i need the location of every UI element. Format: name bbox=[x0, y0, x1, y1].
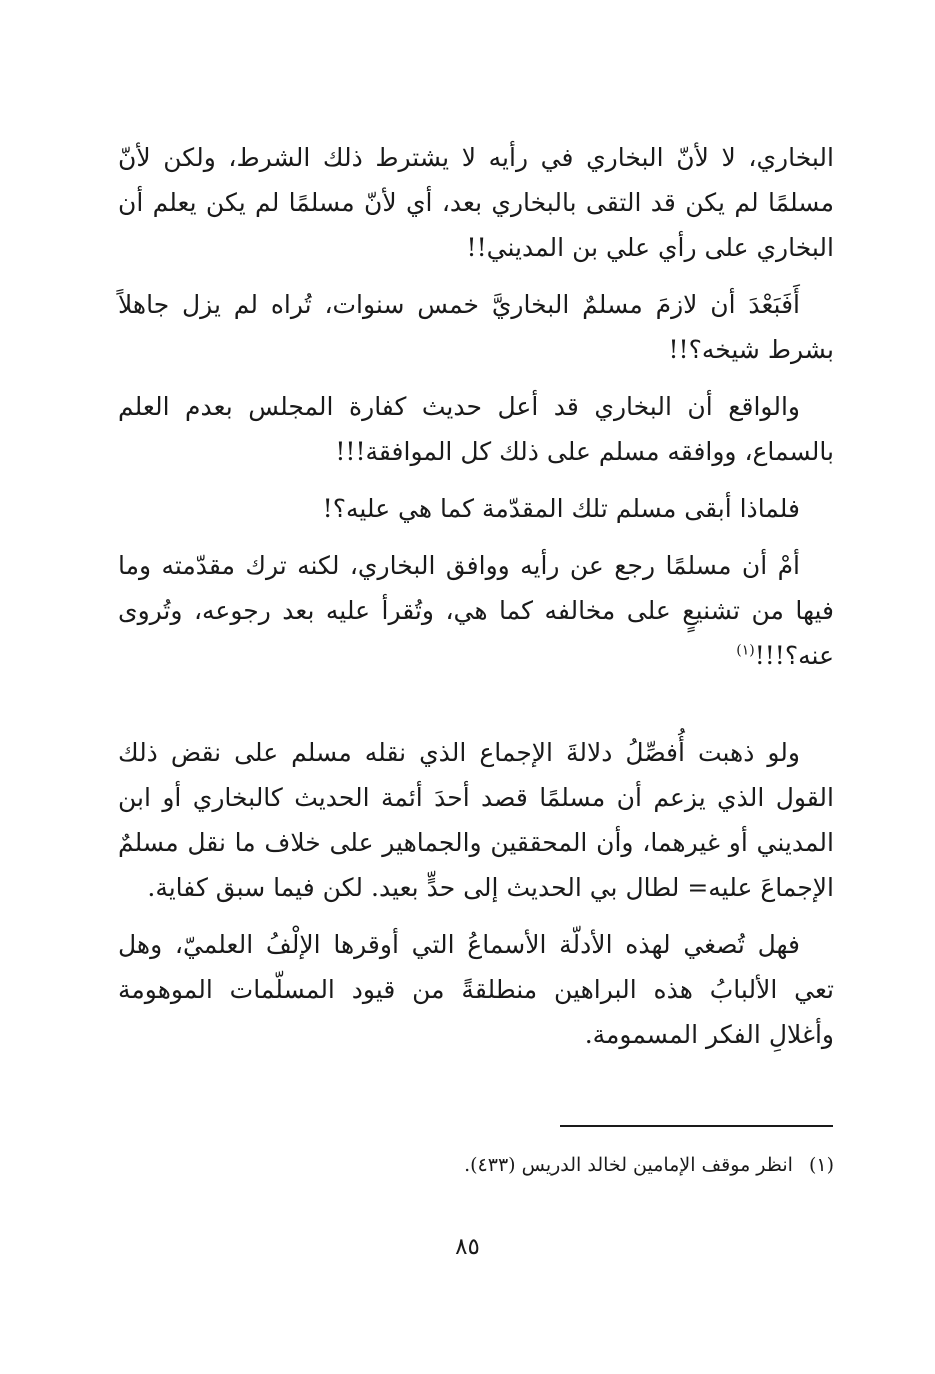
paragraph-1: البخاري، لا لأنّ البخاري في رأيه لا يشترط ذلك الشرط، ولكن لأنّ مسلمًا لم يكن قد التقى بالبخاري بعد، أي لأنّ مسلمًا لم يكن يعلم أن البخاري على رأي علي بن المديني!! bbox=[118, 143, 834, 262]
footnote-reference[interactable]: (١) bbox=[736, 642, 755, 659]
footnote bbox=[118, 1150, 834, 1180]
paragraph-4: فلماذا أبقى مسلم تلك المقدّمة كما هي عليه؟! bbox=[322, 494, 800, 523]
paragraph-5-text: أمْ أن مسلمًا رجع عن رأيه ووافق البخاري، لكنه ترك مقدّمته وما فيها من تشنيعٍ على مخالفه كما هي، وتُقرأ عليه بعد رجوعه، وتُروى عنه؟!!! bbox=[118, 551, 834, 670]
paragraph-6: ولو ذهبت أُفصِّلُ دلالةَ الإجماع الذي نقله مسلم على نقض ذلك القول الذي يزعم أن مسلمًا قصد أحدَ أئمة الحديث كالبخاري أو ابن المديني أو غيرهما، وأن المحققين والجماهير على خلاف ما نقل مسلمٌ الإجماعَ عليه= لطال بي الحديث إلى حدٍّ بعيد. لكن فيما سبق كفاية. bbox=[118, 738, 834, 902]
paragraph-5 bbox=[118, 543, 834, 678]
paragraph-2: أَفَبَعْدَ أن لازمَ مسلمٌ البخاريَّ خمس سنوات، تُراه لم يزل جاهلاً بشرط شيخه؟!! bbox=[118, 290, 834, 364]
paragraph-7: فهل تُصغي لهذه الأدلّة الأسماعُ التي أوقرها الإلْفُ العلميّ، وهل تعي الألبابُ هذه البراهين منطلقةً من قيود المسلّمات الموهومة وأغلالِ الفكر المسمومة. bbox=[118, 930, 834, 1049]
top-text-block bbox=[118, 135, 834, 678]
footnote-number: (١) bbox=[808, 1154, 834, 1176]
page-number: ٨٥ bbox=[455, 1234, 480, 1260]
bottom-text-block bbox=[118, 730, 834, 1057]
footnote-text: انظر موقف الإمامين لخالد الدريس (٤٣٣). bbox=[464, 1154, 793, 1176]
footnote-divider bbox=[560, 1125, 833, 1127]
paragraph-3: والواقع أن البخاري قد أعل حديث كفارة المجلس بعدم العلم بالسماع، ووافقه مسلم على ذلك كل الموافقة!!! bbox=[118, 392, 834, 466]
